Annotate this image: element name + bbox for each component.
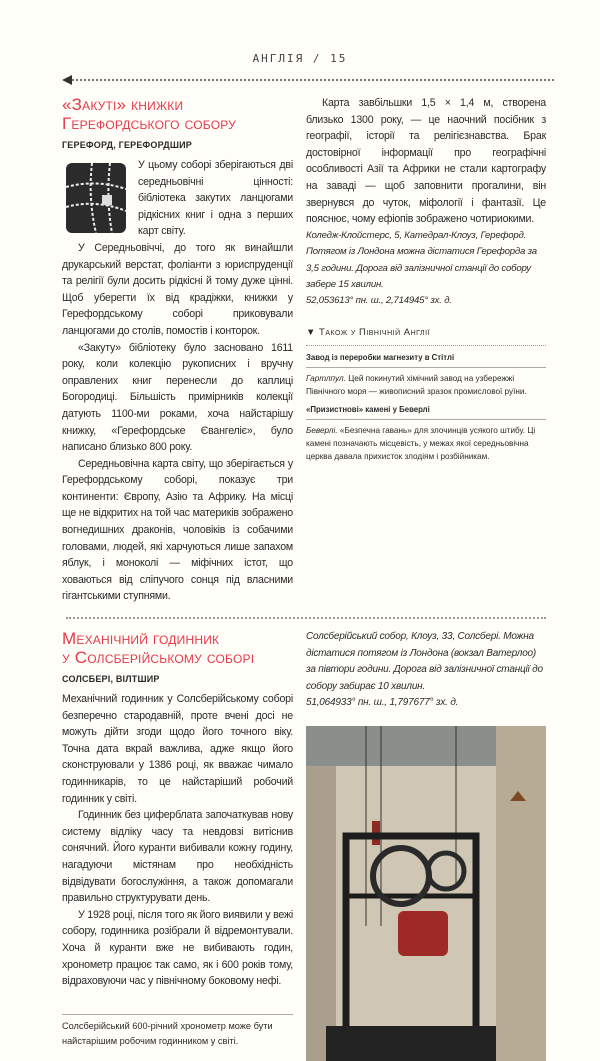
- paragraph: Годинник без циферблата започаткував нову систему відліку часу та невдовзі витіснив сонячний. Його куранти вибивали кожну годину, нагадуючи містянам про необхідність відвідувати богослужіння, а також допомагали правильно структурувати день.: [62, 809, 293, 905]
- paragraph: У цьому соборі зберігаються дві середньовічні цінності: бібліотека закутих ланцюгами рідкісних книг і одна з перших карт світу.: [138, 159, 293, 238]
- article-hereford-text: [306, 95, 546, 310]
- title-line: у Солсберійському соборі: [62, 648, 255, 668]
- header-divider: [62, 75, 554, 85]
- running-head: АНГЛІЯ / 15: [252, 52, 348, 65]
- paragraph: «Закуту» бібліотеку було засновано 1611 року, коли колекцію рукописних і вручну оправлених книг перенесли до каплиці Богородиці. Більшість примірників колекції датують 1100-ми роками, хоча найстарішу книжку, «Герефордське Євангеліє», було написано близько 800 року.: [62, 341, 293, 454]
- box-item-title: Завод із переробки магнезиту в Стітлі: [306, 352, 546, 368]
- paragraph: У 1928 році, після того як його виявили у вежі собору, годинника розібрали й відремонтували. Хоча й куранти вже не вибивають годин, хронометр працює так само, як і 600 років тому, відраховуючи час у північному боковому нефі.: [62, 908, 293, 988]
- article-hereford-row: [62, 95, 546, 605]
- clock-mechanism-photo: [306, 726, 546, 1061]
- article-salisbury: [62, 629, 293, 1050]
- article-salisbury-row: [62, 629, 546, 1061]
- section-divider: [66, 617, 546, 619]
- photo-caption: Солсберійський 600-річний хронометр може бути найстарішим робочим годинником у світі.: [62, 1014, 293, 1050]
- paragraph: Механічний годинник у Солсберійському соборі безперечно стародавній, проте вчені досі не можуть дійти згоди щодо його точного віку. Точна дата вкрай важлива, адже якщо його сконструювали у 1386 році, як вважає чимало годинникарів, то це найстаріший робочий годинник у світі.: [62, 693, 293, 805]
- box-item-title: «Призистнові» камені у Беверлі: [306, 404, 546, 420]
- article-location: СОЛСБЕРІ, ВІЛТШИР: [62, 674, 160, 685]
- chained-book-icon: [62, 159, 130, 237]
- article-hereford-cont: [306, 95, 546, 463]
- coordinates: 52,053613° пн. ш., 2,714945° зх. д.: [306, 295, 452, 307]
- coordinates: 51,064933° пн. ш., 1,797677° зх. д.: [306, 697, 459, 709]
- box-item-text: [306, 424, 546, 463]
- directions: [306, 228, 546, 310]
- also-in-north-england-box: [306, 326, 546, 463]
- directions: [306, 629, 546, 712]
- title-line: Механічний годинник: [62, 629, 220, 649]
- title-line: «Закуті» книжки: [62, 95, 184, 114]
- article-hereford: [62, 95, 293, 605]
- box-item-body: Цей покинутий хімічний завод на узбережжі Північного моря — живописний зразок промислової руїни.: [306, 373, 527, 396]
- paragraph: Середньовічна карта світу, що зберігається у Герефордському соборі, показує три континенти: Європу, Азію та Африку. На місці ще не відкритих на той час материків зображено вогнедишних драконів, чоловіків із собачими головами, людей, які харчуються лише запахом яблук, і моноколі — міфічних істот, що ховаються від сліпучого сонця під власними гігантськими ступнями.: [62, 457, 293, 603]
- directions-text: Солсберійський собор, Клоуз, 33, Солсбері. Можна дістатися потягом із Лондона (вокзал Ватерлоо) за півтори години. Дорога від залізничної станції до собору забирає 10 хвилин.: [306, 631, 543, 692]
- directions-text: Коледж-Клойстерс, 5, Катедрал-Клоуз, Герефорд. Потягом із Лондона можна дістатися Герефорда за 3,5 години. Дорога від залізничної станції до собору забере 15 хвилин.: [306, 229, 537, 290]
- paragraph: Карта завбільшки 1,5 × 1,4 м, створена близько 1300 року, — це наочний посібник з географії, історії та релігієзнавства. Брак достовірної інформації про географічні особливості Азії та Африки не стали картографу на заваді — щоб заповнити прогалини, він звернувся до чуток, міфології і фантазії. Це пояснює, чому ефіопів зображено чотириокими.: [306, 97, 546, 226]
- title-line: Герефордського собору: [62, 114, 236, 133]
- box-item-place: Беверлі.: [306, 425, 338, 435]
- article-title: [62, 629, 293, 667]
- dotted-rule: [72, 79, 554, 81]
- box-item-text: [306, 372, 546, 398]
- box-item-body: «Безпечна гавань» для злочинців усякого штибу. Ці камені позначають місцевість, у межах якої середньовічна церква давала прихисток злодіям і розбійникам.: [306, 425, 536, 461]
- article-title: [62, 95, 293, 133]
- article-salisbury-text: [62, 629, 293, 990]
- paragraph: У Середньовіччі, до того як винайшли друкарський верстат, фоліанти з юриспруденції та релігії були досить рідкісні й тому дуже цінні. Щоб уберегти їх від крадіжки, книжки у Герефордському соборі приковували ланцюгами до столів, помостів і конторок.: [62, 241, 293, 337]
- arrow-left-icon: [62, 75, 72, 85]
- article-location: ГЕРЕФОРД, ГЕРЕФОРДШИР: [62, 140, 192, 150]
- box-item-place: Гартлпул.: [306, 373, 346, 383]
- box-heading: ▼ Також у Північній Англії: [306, 326, 546, 346]
- article-salisbury-cont: [306, 629, 546, 1061]
